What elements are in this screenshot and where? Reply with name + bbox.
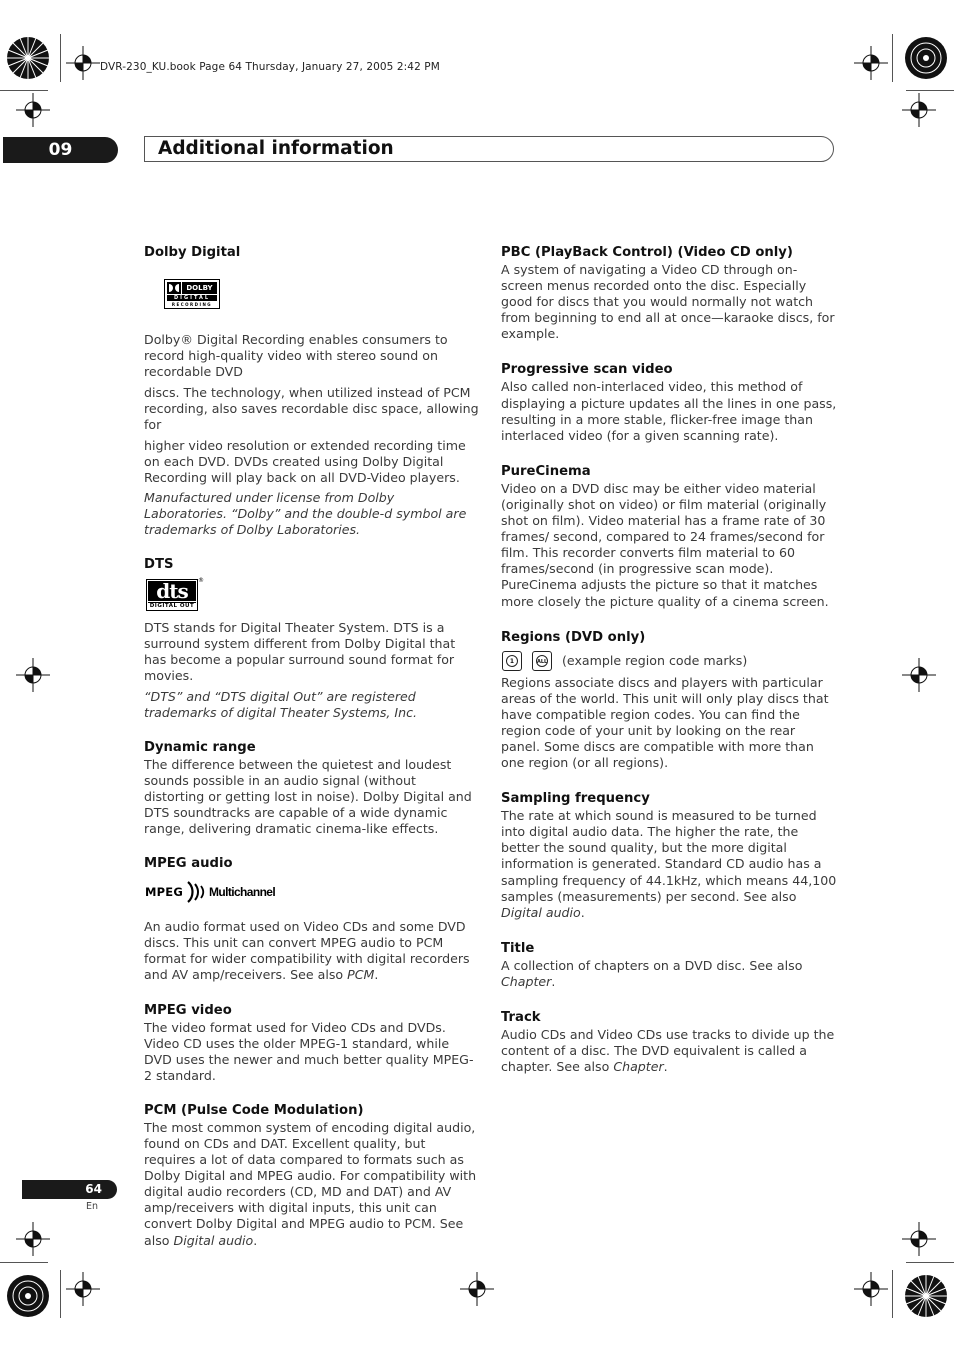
glossary-entry-pcm	[144, 1102, 480, 1249]
logo-text: DOLBY	[182, 282, 217, 294]
glossary-description: The video format used for Video CDs and DVDs. Video CD uses the older MPEG-1 standard, while DVD uses the newer and much better quality MPEG-2 standard.	[144, 1019, 474, 1083]
registration-mark-bottom-left	[4, 1272, 52, 1320]
crop-line	[892, 34, 893, 82]
glossary-description: higher video resolution or extended recording time on each DVD. DVDs created using Dolby Digital Recording will play back on all DVD-Video players.	[144, 437, 466, 485]
glossary-entry-sampling-frequency	[501, 790, 837, 921]
globe-icon: 1	[506, 655, 518, 667]
glossary-description: discs. The technology, when utilized instead of PCM recording, also saves recordable disc space, allowing for	[144, 385, 479, 433]
glossary-entry-mpeg-audio	[144, 855, 480, 983]
glossary-term: Title	[501, 940, 535, 956]
registration-mark-top-left	[4, 34, 52, 82]
crop-line	[60, 34, 61, 82]
glossary-description: DTS stands for Digital Theater System. DTS is a surround system different from Dolby Digital that has become a popular surround sound format for movies.	[144, 620, 456, 684]
glossary-term: PBC (PlayBack Control) (Video CD only)	[501, 245, 793, 260]
glossary-term: DTS	[144, 557, 174, 573]
glossary-description: Also called non-interlaced video, this method of displaying a picture updates all the lines in one pass, resulting in a more stable, flicker-free image than interlaced video (for a given scanning rate).	[501, 379, 837, 443]
glossary-description	[501, 1027, 837, 1075]
crop-line	[0, 1262, 48, 1263]
crosshair-mark-bottom-1	[66, 1272, 100, 1306]
logo-text: DIGITAL OUT	[149, 603, 195, 610]
glossary-description: Regions associate discs and players with particular areas of the world. This unit will only play discs that have compatible region codes. You can find the region code of your unit by looking on the rear panel. Some discs are compatible with more than one region (or all regions).	[501, 674, 829, 771]
registration-mark-bottom-right	[902, 1272, 950, 1320]
crosshair-mark-left-1	[16, 93, 50, 127]
crosshair-mark-right-1	[902, 93, 936, 127]
logo-text: Multichannel	[208, 885, 276, 900]
description-text: A collection of chapters on a DVD disc. See also	[501, 957, 803, 973]
glossary-entry-dts	[144, 556, 480, 721]
glossary-term: MPEG video	[144, 1002, 232, 1018]
trademark-note: Manufactured under license from Dolby Laboratories. “Dolby” and the double-d symbol are trademarks of Dolby Laboratories.	[144, 489, 467, 538]
page-language: En	[86, 1201, 99, 1212]
description-text: .	[253, 1232, 258, 1248]
crosshair-mark-right-2	[902, 658, 936, 692]
crosshair-mark-right-3	[902, 1222, 936, 1256]
glossary-description	[501, 808, 837, 921]
glossary-term: PureCinema	[501, 463, 591, 479]
glossary-entry-track	[501, 1009, 837, 1075]
glossary-term: PCM (Pulse Code Modulation)	[144, 1102, 364, 1118]
glossary-description	[144, 1120, 480, 1249]
description-text: .	[374, 967, 379, 983]
chapter-number-tab: 09	[3, 137, 118, 163]
glossary-term: Dynamic range	[144, 739, 256, 755]
see-also-reference: Digital audio	[173, 1232, 254, 1248]
crosshair-mark-top-1	[66, 46, 100, 80]
glossary-entry-dolby-digital	[144, 244, 480, 538]
dolby-digital-recording-logo	[164, 279, 220, 309]
glossary-description: Video on a DVD disc may be either video material (originally shot on video) or film material (originally shot on film). Video material has a frame rate of 30 frames/ second, compared to 24 frames/second for film. This recorder converts film material to 60 frames/second (in progressive scan mode). PureCinema adjusts the picture so that it matches more closely the picture quality of a cinema screen.	[501, 480, 829, 609]
glossary-entry-mpeg-video	[144, 1002, 480, 1084]
description-text: .	[551, 973, 556, 989]
glossary-entry-purecinema	[501, 463, 837, 610]
glossary-description	[501, 958, 837, 990]
glossary-term: Regions (DVD only)	[501, 629, 646, 645]
crop-line	[906, 90, 954, 91]
glossary-entry-pbc	[501, 244, 837, 342]
print-header: DVR-230_KU.book Page 64 Thursday, January 27, 2005 2:42 PM	[100, 61, 440, 73]
logo-text: DIGITAL	[167, 295, 217, 301]
see-also-reference: Digital audio	[501, 904, 581, 920]
crosshair-mark-left-2	[16, 658, 50, 692]
glossary-entry-title	[501, 940, 837, 990]
page-number: 64	[22, 1180, 117, 1199]
crosshair-mark-top-2	[854, 46, 888, 80]
description-text: The most common system of encoding digital audio, found on CDs and DAT. Excellent quality, but requires a lot of data compared to formats such as Dolby Digital and MPEG audio. For compatibility with digital audio recorders (CD, MD and DAT) and AV amp/receivers with digital inputs, this unit can convert Dolby Digital and MPEG audio to PCM. See also	[144, 1119, 477, 1248]
registration-mark-top-right	[902, 34, 950, 82]
glossary-term: Track	[501, 1010, 541, 1025]
see-also-reference: PCM	[347, 967, 375, 983]
glossary-term: MPEG audio	[144, 856, 233, 872]
registered-mark: ®	[198, 577, 204, 585]
globe-icon: ALL	[536, 655, 548, 667]
region-code-mark-icon	[532, 651, 552, 671]
glossary-description	[144, 919, 480, 983]
trademark-note: “DTS” and “DTS digital Out” are registered trademarks of digital Theater Systems, Inc.	[144, 688, 418, 720]
logo-text: RECORDING	[171, 302, 213, 307]
region-code-marks	[502, 651, 837, 671]
glossary-description: Dolby® Digital Recording enables consumers to record high-quality video with stereo sound on recordable DVD	[144, 332, 448, 380]
chapter-title: Additional information	[158, 138, 394, 159]
region-code-mark-icon	[502, 651, 522, 671]
crosshair-mark-bottom-center	[460, 1272, 494, 1306]
logo-text: dts	[148, 581, 196, 601]
crop-line	[0, 90, 48, 91]
glossary-term: Sampling frequency	[501, 791, 650, 807]
double-d-icon	[167, 282, 181, 294]
glossary-entry-dynamic-range	[144, 739, 480, 837]
glossary-description: The difference between the quietest and loudest sounds possible in an audio signal (without distorting or getting lost in noise). Dolby Digital and DTS soundtracks are capable of a wide dynamic range, delivering dramatic cinema-like effects.	[144, 756, 472, 837]
dts-digital-out-logo	[146, 577, 204, 611]
glossary-term: Progressive scan video	[501, 362, 673, 378]
mpeg-multichannel-logo	[145, 877, 480, 907]
see-also-reference: Chapter	[501, 973, 552, 989]
description-text: Audio CDs and Video CDs use tracks to divide up the content of a disc. The DVD equivalent is called a chapter. See also	[501, 1027, 835, 1075]
glossary-description: A system of navigating a Video CD through on-screen menus recorded onto the disc. Especially good for discs that you would normally not watch from beginning to end all at once—karaoke discs, for example.	[501, 262, 835, 342]
crosshair-mark-bottom-2	[854, 1272, 888, 1306]
description-text: The rate at which sound is measured to be turned into digital audio data. The higher the rate, the better the sound quality, but the more digital information is generated. Standard CD audio has a sampling frequency of 44.1kHz, which means 44,100 samples (measurements) per second. See also	[501, 808, 837, 904]
crop-line	[906, 1262, 954, 1263]
see-also-reference: Chapter	[613, 1059, 664, 1075]
glossary-entry-progressive-scan	[501, 361, 837, 443]
crop-line	[60, 1270, 61, 1318]
logo-text: MPEG	[145, 885, 183, 900]
region-caption: (example region code marks)	[562, 653, 748, 669]
glossary-entry-regions	[501, 629, 837, 772]
glossary-right-column	[501, 244, 837, 1075]
crop-line	[892, 1270, 893, 1318]
glossary-left-column	[144, 244, 480, 1249]
mpeg-wave-icon	[186, 881, 206, 903]
description-text: An audio format used on Video CDs and some DVD discs. This unit can convert MPEG audio to PCM format for wider compatibility with digital recorders and AV amp/receivers. See also	[144, 919, 470, 983]
glossary-term: Dolby Digital	[144, 245, 241, 260]
description-text: .	[663, 1059, 668, 1075]
crosshair-mark-left-3	[16, 1222, 50, 1256]
description-text: .	[580, 904, 585, 920]
